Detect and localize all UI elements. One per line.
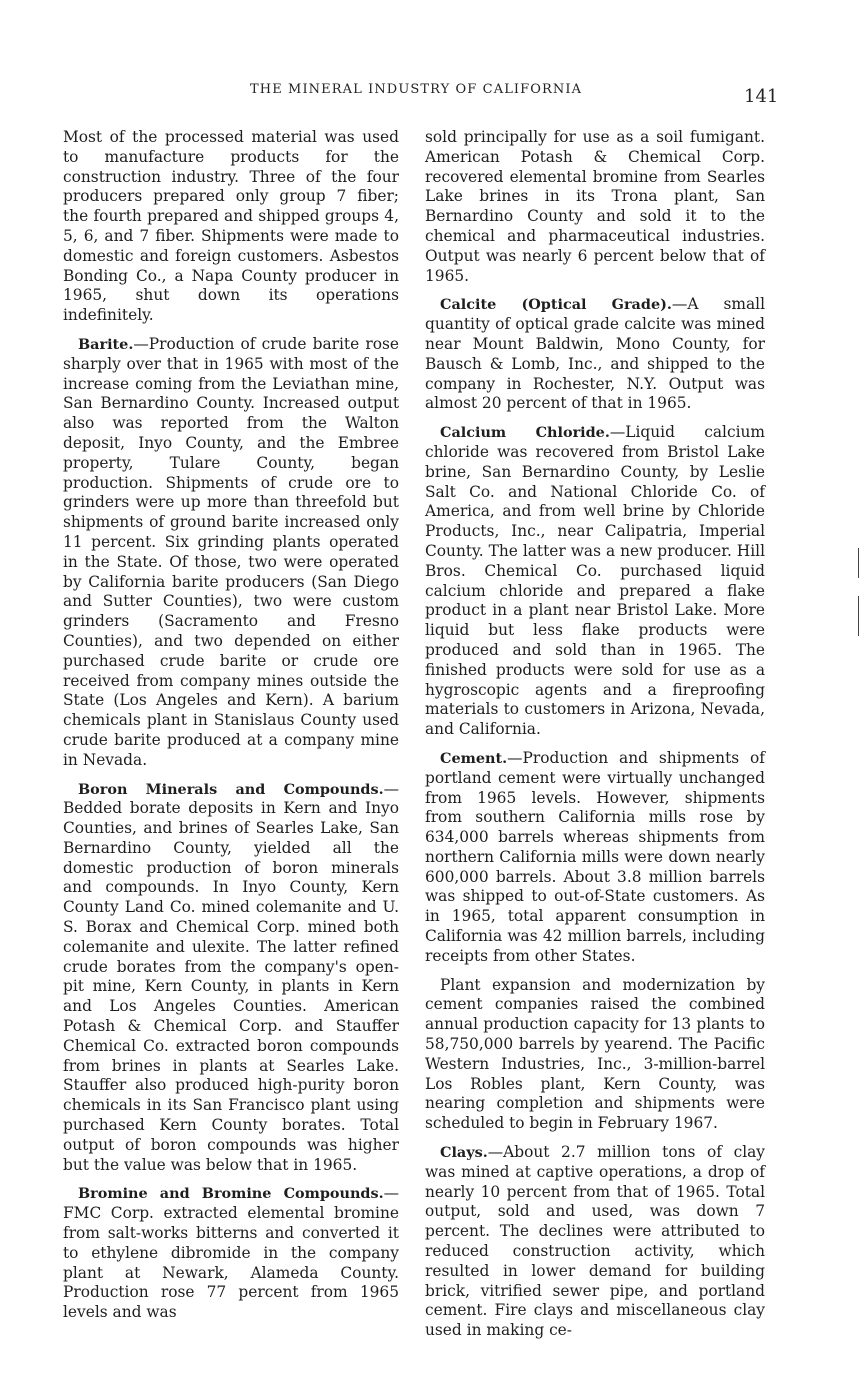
paragraph-cement: Cement.—Production and shipments of portland cement were virtually unchanged from 1965 levels. However, shipments from southern California mills rose by 634,000 barrels whereas shipments from northern California mills were down nearly 600,000 barrels. About 3.8 million barrels was shipped to out-of-State customers. As in 1965, total apparent consumption in California was 42 million barrels, including receipts from other States.	[425, 748, 765, 965]
paragraph-bromine: Bromine and Bromine Compounds.—FMC Corp. extracted elemental bromine from salt-works bitterns and converted it to ethylene dibromide in the company plant at Newark, Alameda County. Production rose 77 percent from 1965 levels and was	[63, 1184, 399, 1322]
section-heading: Calcium Chloride.	[440, 424, 610, 442]
section-heading: Bromine and Bromine Compounds.	[78, 1185, 384, 1203]
section-heading: Barite.	[78, 335, 134, 353]
right-column	[425, 128, 765, 1350]
paragraph: sold principally for use as a soil fumigant. American Potash & Chemical Corp. recovered elemental bromine from Searles Lake brines in its Trona plant, San Bernardino County and sold it to the chemical and pharmaceutical industries. Output was nearly 6 percent below that of 1965.	[425, 128, 765, 285]
margin-mark	[858, 596, 859, 636]
section-heading: Clays.	[440, 1144, 488, 1162]
left-column	[63, 128, 399, 1332]
paragraph-boron: Boron Minerals and Compounds.—Bedded borate deposits in Kern and Inyo Counties, and brines of Searles Lake, San Bernardino County, yielded all the domestic production of boron minerals and compounds. In Inyo County, Kern County Land Co. mined colemanite and U. S. Borax and Chemical Corp. mined both colemanite and ulexite. The latter refined crude borates from the company's open-pit mine, Kern County, in plants in Kern and Los Angeles Counties. American Potash & Chemical Corp. and Stauffer Chemical Co. extracted boron compounds from brines in plants at Searles Lake. Stauffer also produced high-purity boron chemicals in its San Francisco plant using purchased Kern County borates. Total output of boron compounds was higher but the value was below that in 1965.	[63, 779, 399, 1174]
section-heading: Cement.	[440, 749, 508, 767]
paragraph: Most of the processed material was used to manufacture products for the construction industry. Three of the four producers prepared only group 7 fiber; the fourth prepared and shipped groups 4, 5, 6, and 7 fiber. Shipments were made to domestic and foreign customers. Asbestos Bonding Co., a Napa County producer in 1965, shut down its operations indefinitely.	[63, 128, 399, 325]
paragraph-plant-expansion: Plant expansion and modernization by cement companies raised the combined annual production capacity for 13 plants to 58,750,000 barrels by yearend. The Pacific Western Industries, Inc., 3-million-barrel Los Robles plant, Kern County, was nearing completion and shipments were scheduled to begin in February 1967.	[425, 975, 765, 1133]
section-heading: Boron Minerals and Compounds.	[78, 780, 384, 798]
paragraph-calcium-chloride: Calcium Chloride.—Liquid calcium chloride was recovered from Bristol Lake brine, San Bernardino County, by Leslie Salt Co. and National Chloride Co. of America, and from well brine by Chloride Products, Inc., near Calipatria, Imperial County. The latter was a new producer. Hill Bros. Chemical Co. purchased liquid calcium chloride and prepared a flake product in a plant near Bristol Lake. More liquid but less flake products were produced and sold than in 1965. The finished products were sold for use as a hygroscopic agents and a fireproofing materials to customers in Arizona, Nevada, and California.	[425, 423, 766, 739]
section-heading: Calcite (Optical Grade).	[440, 296, 672, 314]
paragraph-clays: Clays.—About 2.7 million tons of clay was mined at captive operations, a drop of nearly 10 percent from that of 1965. Total output, sold and used, was down 7 percent. The declines were attributed to reduced construction activity, which resulted in lower demand for building brick, vitrified sewer pipe, and portland cement. Fire clays and miscellaneous clay used in making ce-	[425, 1143, 765, 1340]
margin-mark	[858, 548, 859, 578]
page-number: 141	[744, 86, 779, 107]
paragraph-calcite: Calcite (Optical Grade).—A small quantity of optical grade calcite was mined near Mount Baldwin, Mono County, for Bausch & Lomb, Inc., and shipped to the company in Rochester, N.Y. Output was almost 20 percent of that in 1965.	[425, 295, 765, 413]
running-head: THE MINERAL INDUSTRY OF CALIFORNIA	[250, 82, 583, 97]
paragraph-barite: Barite.—Production of crude barite rose sharply over that in 1965 with most of the increase coming from the Leviathan mine, San Bernardino County. Increased output also was reported from the Walton deposit, Inyo County, and the Embree property, Tulare County, began production. Shipments of crude ore to grinders were up more than threefold but shipments of ground barite increased only 11 percent. Six grinding plants operated in the State. Of those, two were operated by California barite producers (San Diego and Sutter Counties), two were custom grinders (Sacramento and Fresno Counties), and two depended on either purchased crude barite or crude ore received from company mines outside the State (Los Angeles and Kern). A barium chemicals plant in Stanislaus County used crude barite produced at a company mine in Nevada.	[63, 334, 399, 769]
